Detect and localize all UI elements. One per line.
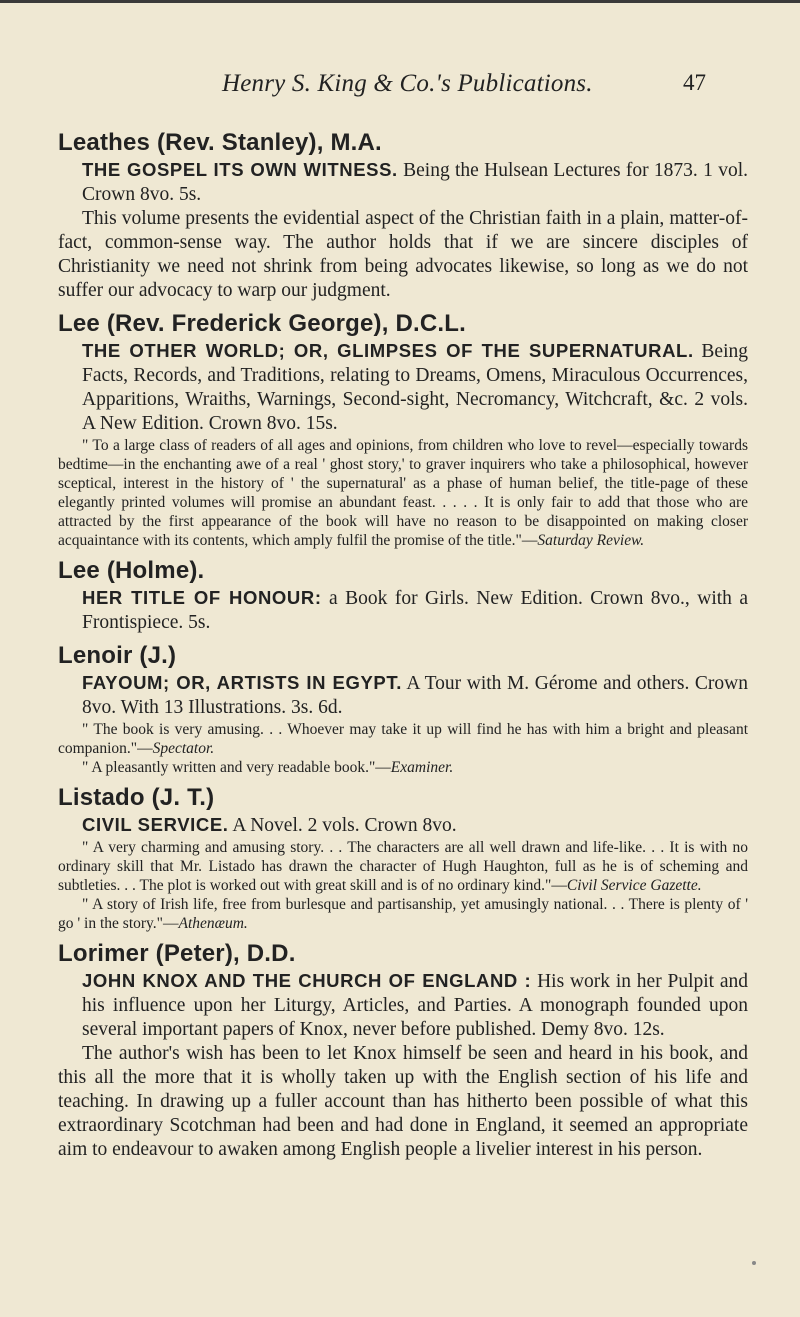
entry-author: Lenoir (J.) (58, 642, 177, 669)
page-speck (752, 1261, 756, 1265)
entry-book-title: HER TITLE OF HONOUR: (82, 587, 322, 608)
catalogue-entry-lorimer (58, 939, 748, 1162)
review-text: " A pleasantly written and very readable book."— (82, 759, 391, 776)
entry-book-title: THE GOSPEL ITS OWN WITNESS. (82, 159, 398, 180)
page-number: 47 (683, 70, 706, 95)
entry-book-details: A Tour with M. Gérome and others. Crown 8vo. With 13 Illustrations. 3s. 6d. (82, 673, 748, 718)
entry-author: Lorimer (Peter), D.D. (58, 940, 296, 967)
entry-description: The author's wish has been to let Knox himself be seen and heard in his book, and this all the more that it is wholly taken up with the English section of his life and teaching. In drawing up a fuller account than has hitherto been possible of what this extraordinary Scotchman had been and had done in England, it seemed an appropriate aim to endeavour to awaken among English people a livelier interest in his person. (58, 1043, 748, 1160)
running-head (0, 70, 800, 110)
entry-author: Lee (Holme). (58, 557, 205, 584)
catalogue-entry-lee-frederick (58, 309, 748, 550)
review-text: " A story of Irish life, free from burlesque and partisanship, yet amusingly national. . . There is plenty of ' go ' in the story."— (58, 896, 748, 932)
review-source: Spectator. (152, 740, 215, 757)
entry-book-details: A Novel. 2 vols. Crown 8vo. (232, 815, 457, 836)
entry-book (82, 671, 748, 720)
entry-description: This volume presents the evidential aspect of the Christian faith in a plain, matter-of-fact, common-sense way. The author holds that if we are sincere disciples of Christianity we need not shrink from being advocates likewise, so long as we do not suffer our advocacy to warp our judgment. (58, 208, 748, 301)
catalogue-listing (58, 128, 748, 1163)
entry-book-details: a Book for Girls. New Edition. Crown 8vo., with a Frontispiece. 5s. (82, 588, 748, 633)
entry-review (58, 436, 748, 550)
catalogue-entry-listado (58, 783, 748, 933)
entry-review (58, 895, 748, 933)
entry-book-details: Being Facts, Records, and Traditions, relating to Dreams, Omens, Miraculous Occurrences, Apparitions, Wraiths, Warnings, Second-sight, Necromancy, Witchcraft, &c. 2 vols. A New Edition. Crown 8vo. 15s. (82, 341, 748, 434)
review-source: Examiner. (390, 759, 454, 776)
entry-review (58, 758, 748, 777)
entry-book-title: FAYOUM; OR, ARTISTS IN EGYPT. (82, 672, 402, 693)
entry-author: Listado (J. T.) (58, 784, 215, 811)
review-text: " The book is very amusing. . . Whoever may take it up will find he has with him a bright and pleasant companion."— (58, 721, 748, 757)
entry-book-details: His work in her Pulpit and his influence upon her Liturgy, Articles, and Parties. A monograph founded upon several important papers of Knox, never before published. Demy 8vo. 12s. (82, 971, 749, 1040)
entry-author: Leathes (Rev. Stanley), M.A. (58, 129, 382, 156)
entry-author: Lee (Rev. Frederick George), D.C.L. (58, 310, 467, 337)
review-source: Athenæum. (178, 915, 248, 932)
catalogue-entry-lee-holme (58, 556, 748, 635)
entry-review (58, 838, 748, 895)
catalogue-entry-leathes (58, 128, 748, 303)
entry-book (82, 158, 748, 207)
review-source: Saturday Review. (537, 532, 645, 549)
entry-book (82, 969, 748, 1042)
review-source: Civil Service Gazette. (566, 877, 702, 894)
review-text: " To a large class of readers of all ages and opinions, from children who love to revel—especially towards bedtime—in the enchanting awe of a real ' ghost story,' to graver inquirers who take a philosophical, however sceptical, interest in the history of ' the supernatural' as a phase of human belief, the title-page of these elegantly printed volumes will promise an abundant feast. . . . . It is only fair to add that those who are attracted by the first appearance of the book will have no reason to be disappointed on making closer acquaintance with its contents, which amply fulfil the promise of the title."— (58, 437, 748, 549)
entry-book-title: JOHN KNOX AND THE CHURCH OF ENGLAND : (82, 970, 532, 991)
review-text: " A very charming and amusing story. . . The characters are all well drawn and life-like. . . It is with no ordinary skill that Mr. Listado has drawn the character of Hugh Haughton, full as he is of scheming and subtleties. . . The plot is worked out with great skill and is of no ordinary kind."— (58, 839, 748, 894)
entry-review (58, 720, 748, 758)
top-border-rule (0, 0, 800, 3)
catalogue-entry-lenoir (58, 641, 748, 777)
entry-book (82, 813, 748, 838)
entry-book-details: Being the Hulsean Lectures for 1873. 1 vol. Crown 8vo. 5s. (82, 160, 749, 205)
entry-book (82, 339, 748, 436)
running-head-title: Henry S. King & Co.'s Publications. (222, 70, 593, 97)
entry-book-title: THE OTHER WORLD; OR, GLIMPSES OF THE SUPERNATURAL. (82, 340, 694, 361)
entry-book (82, 586, 748, 635)
entry-book-title: CIVIL SERVICE. (82, 814, 229, 835)
